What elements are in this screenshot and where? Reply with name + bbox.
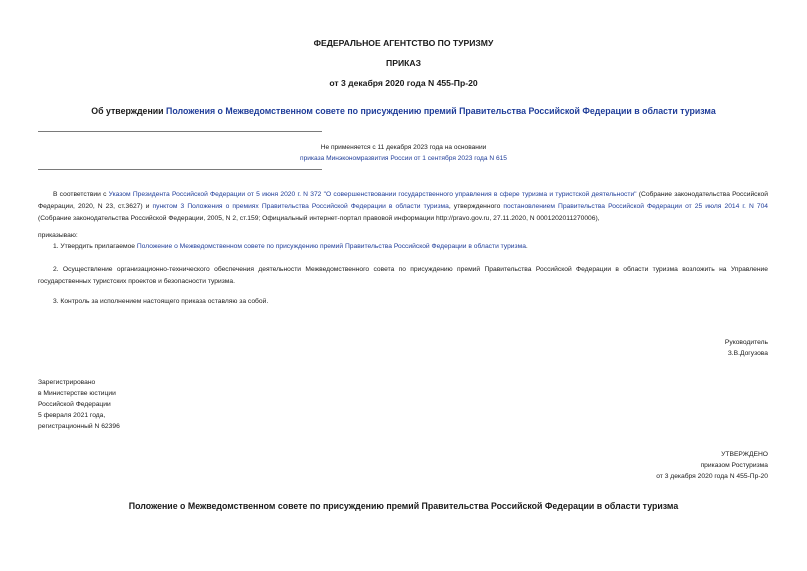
registration-line: в Министерстве юстиции [38, 390, 116, 397]
notice-link[interactable]: приказа Минэкономразвития России от 1 сентября 2023 года N 615 [300, 155, 507, 162]
paragraph-order-word: приказываю: [38, 232, 78, 239]
government-resolution-link[interactable]: постановлением Правительства Российской Федерации от 25 июля 2014 г. N 704 [503, 203, 769, 210]
text-span: В соответствии с [53, 191, 109, 198]
document-title-link[interactable]: Положения о Межведомственном совете по присуждению премий Правительства Российской Федерации в области туризма [166, 106, 716, 116]
regulation-point-link[interactable]: пунктом 3 Положения о премиях Правительства Российской Федерации в области туризма [152, 203, 449, 210]
approval-line: от 3 декабря 2020 года N 455-Пр-20 [656, 473, 768, 480]
registration-block [38, 377, 120, 432]
notice-line: Не применяется с 11 декабря 2023 года на основании [320, 144, 487, 151]
signature-block [725, 337, 768, 359]
text-span: 1. Утвердить прилагаемое [53, 243, 137, 250]
text-span: (Собрание законодательства Российской Федерации, 2020, N 23, ст.3627) и [38, 191, 768, 210]
document-title-prefix: Об утверждении [91, 106, 167, 116]
text-span: . [525, 243, 528, 250]
approval-line: приказом Ростуризма [700, 462, 768, 469]
approval-line: УТВЕРЖДЕНО [721, 451, 768, 458]
paragraph-basis [38, 189, 768, 225]
signature-position: Руководитель [724, 339, 768, 346]
document-title [0, 106, 807, 116]
approval-block [656, 449, 768, 482]
paragraph-item-2: 2. Осуществление организационно-технического обеспечения деятельности Межведомственного совета по присуждению премий Правительства Российской Федерации в области туризма возложить на Управление государственных туристских проектов и безопасности туризма. [38, 266, 768, 285]
registration-line: 5 февраля 2021 года, [38, 412, 106, 419]
notice-link-line [0, 155, 807, 162]
registration-line: регистрационный N 62396 [38, 423, 120, 430]
paragraph-item-1 [38, 241, 768, 253]
regulation-title: Положение о Межведомственном совете по присуждению премий Правительства Российской Федерации в области туризма [128, 501, 679, 511]
registration-line: Зарегистрировано [38, 379, 96, 386]
signature-name: З.В.Догузова [727, 350, 768, 357]
text-span: , утвержденного [448, 203, 504, 210]
document-date-number: от 3 декабря 2020 года N 455-Пр-20 [329, 78, 478, 88]
decree-link[interactable]: Указом Президента Российской Федерации от 5 июня 2020 г. N 372 "О совершенствовании государственного управления в сфере туризма и туристской деятельности" [108, 191, 637, 198]
divider-top [38, 131, 322, 132]
agency-name: ФЕДЕРАЛЬНОЕ АГЕНТСТВО ПО ТУРИЗМУ [313, 38, 494, 48]
text-span: (Собрание законодательства Российской Федерации, 2005, N 2, ст.159; Официальный интернет-портал правовой информации http://pravo.gov.ru, 27.11.2020, N 0001202011270006), [38, 215, 600, 222]
document-type: ПРИКАЗ [386, 58, 421, 68]
regulation-link[interactable]: Положение о Межведомственном совете по присуждению премий Правительства Российской Федерации в области туризма [136, 243, 526, 250]
paragraph-item-3: 3. Контроль за исполнением настоящего приказа оставляю за собой. [53, 298, 269, 305]
registration-line: Российской Федерации [38, 401, 111, 408]
divider-bottom [38, 169, 322, 170]
